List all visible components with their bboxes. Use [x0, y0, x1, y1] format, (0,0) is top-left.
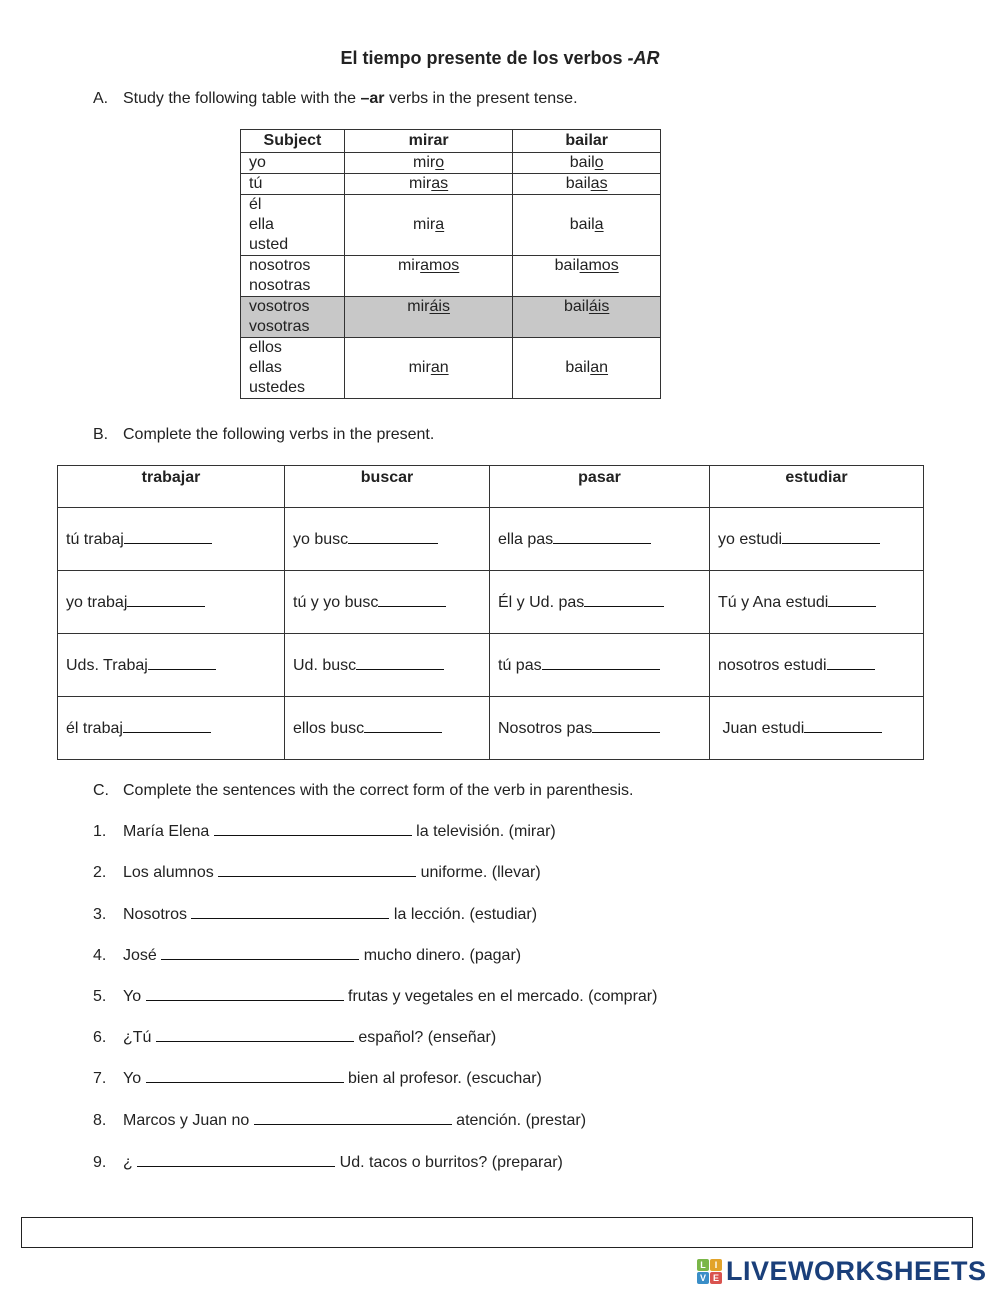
subject-cell: él ella usted	[241, 195, 345, 256]
section-a-instructions: A. Study the following table with the –ar verbs in the present tense.	[93, 90, 578, 107]
header-buscar: buscar	[285, 466, 490, 508]
table-row	[241, 256, 661, 297]
sentence-item: 5. Yo frutas y vegetales en el mercado. (comprar)	[93, 988, 658, 1005]
section-c-instructions: C. Complete the sentences with the correct form of the verb in parenthesis.	[93, 782, 634, 799]
exercise-cell: tú y yo busc	[285, 571, 490, 634]
table-row-shaded	[241, 297, 661, 338]
header-mirar: mirar	[344, 130, 513, 153]
answer-blank[interactable]	[553, 529, 651, 544]
bailar-cell: bailáis	[513, 297, 661, 338]
exercise-cell: Juan estudi	[710, 697, 924, 760]
exercise-cell: yo estudi	[710, 508, 924, 571]
bailar-cell: baila	[513, 195, 661, 256]
exercise-cell: ella pas	[490, 508, 710, 571]
bailar-cell: bailan	[513, 338, 661, 399]
sentence-item: 9. ¿ Ud. tacos o burritos? (preparar)	[93, 1154, 563, 1171]
answer-blank[interactable]	[542, 655, 660, 670]
sentence-item: 8. Marcos y Juan no atención. (prestar)	[93, 1112, 587, 1129]
exercise-cell: ellos busc	[285, 697, 490, 760]
sentence-blank[interactable]	[146, 986, 344, 1001]
sentence-item: 4. José mucho dinero. (pagar)	[93, 947, 522, 964]
answer-blank[interactable]	[364, 718, 442, 733]
mirar-cell: miras	[344, 174, 513, 195]
sentence-blank[interactable]	[146, 1068, 344, 1083]
answer-blank[interactable]	[127, 592, 205, 607]
exercise-cell: tú pas	[490, 634, 710, 697]
subject-cell: yo	[241, 153, 345, 174]
header-bailar: bailar	[513, 130, 661, 153]
sentence-blank[interactable]	[214, 821, 412, 836]
table-row	[241, 174, 661, 195]
conjugation-table	[240, 129, 661, 399]
sentence-item: 3. Nosotros la lección. (estudiar)	[93, 906, 538, 923]
sentence-blank[interactable]	[156, 1027, 354, 1042]
answer-input-box[interactable]	[21, 1217, 973, 1248]
sentence-item: 7. Yo bien al profesor. (escuchar)	[93, 1070, 542, 1087]
answer-blank[interactable]	[124, 529, 212, 544]
table-row	[241, 153, 661, 174]
exercise-cell: nosotros estudi	[710, 634, 924, 697]
table-row	[58, 508, 924, 571]
answer-blank[interactable]	[804, 718, 882, 733]
sentence-item: 6. ¿Tú español? (enseñar)	[93, 1029, 497, 1046]
mirar-cell: miráis	[344, 297, 513, 338]
logo-mark-icon: L I V E	[697, 1259, 722, 1284]
table-row	[58, 571, 924, 634]
subject-cell: tú	[241, 174, 345, 195]
exercise-cell: Ud. busc	[285, 634, 490, 697]
bailar-cell: bailo	[513, 153, 661, 174]
table-header-row	[241, 130, 661, 153]
liveworksheets-logo	[697, 1257, 987, 1285]
exercise-cell: Uds. Trabaj	[58, 634, 285, 697]
exercise-cell: Él y Ud. pas	[490, 571, 710, 634]
header-trabajar: trabajar	[58, 466, 285, 508]
sentence-item: 1. María Elena la televisión. (mirar)	[93, 823, 556, 840]
sentence-item: 2. Los alumnos uniforme. (llevar)	[93, 864, 541, 881]
answer-blank[interactable]	[827, 655, 875, 670]
sentence-blank[interactable]	[254, 1110, 452, 1125]
exercise-table	[57, 465, 924, 760]
exercise-cell: Tú y Ana estudi	[710, 571, 924, 634]
sentence-blank[interactable]	[191, 904, 389, 919]
bailar-cell: bailas	[513, 174, 661, 195]
page-title: El tiempo presente de los verbos -AR	[340, 48, 660, 68]
table-row	[241, 338, 661, 399]
logo-text: LIVEWORKSHEETS	[726, 1255, 987, 1286]
answer-blank[interactable]	[378, 592, 446, 607]
mirar-cell: miro	[344, 153, 513, 174]
table-header-row	[58, 466, 924, 508]
exercise-cell: yo trabaj	[58, 571, 285, 634]
subject-cell: ellos ellas ustedes	[241, 338, 345, 399]
exercise-cell: él trabaj	[58, 697, 285, 760]
sentence-blank[interactable]	[218, 862, 416, 877]
mirar-cell: mira	[344, 195, 513, 256]
answer-blank[interactable]	[584, 592, 664, 607]
answer-blank[interactable]	[356, 655, 444, 670]
sentence-blank[interactable]	[161, 945, 359, 960]
exercise-cell: yo busc	[285, 508, 490, 571]
header-pasar: pasar	[490, 466, 710, 508]
table-row	[58, 697, 924, 760]
answer-blank[interactable]	[782, 529, 880, 544]
exercise-cell: Nosotros pas	[490, 697, 710, 760]
mirar-cell: miramos	[344, 256, 513, 297]
bailar-cell: bailamos	[513, 256, 661, 297]
sentence-blank[interactable]	[137, 1152, 335, 1167]
table-row	[241, 195, 661, 256]
header-subject: Subject	[241, 130, 345, 153]
answer-blank[interactable]	[123, 718, 211, 733]
section-b-instructions: B. Complete the following verbs in the present.	[93, 426, 435, 443]
table-row	[58, 634, 924, 697]
answer-blank[interactable]	[828, 592, 876, 607]
answer-blank[interactable]	[148, 655, 216, 670]
answer-blank[interactable]	[348, 529, 438, 544]
mirar-cell: miran	[344, 338, 513, 399]
header-estudiar: estudiar	[710, 466, 924, 508]
exercise-cell: tú trabaj	[58, 508, 285, 571]
subject-cell: vosotros vosotras	[241, 297, 345, 338]
answer-blank[interactable]	[592, 718, 660, 733]
subject-cell: nosotros nosotras	[241, 256, 345, 297]
